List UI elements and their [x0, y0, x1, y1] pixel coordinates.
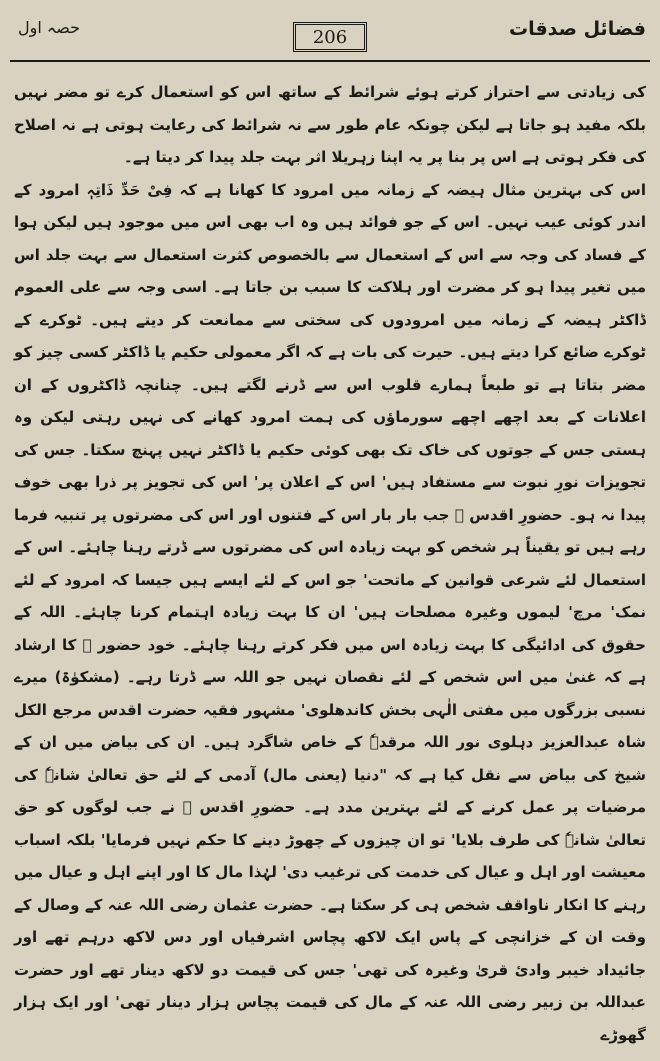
page-header — [10, 6, 650, 54]
part-label: حصہ اول — [18, 18, 81, 37]
paragraph-1: کی زیادتی سے احتراز کرتے ہوئے شرائط کے ساتھ اس کو استعمال کرے تو مضر نہیں بلکہ مفید ہو جاتا ہے لیکن چونکہ عام طور سے نہ شرائط کی رعایت ہوتی ہے نہ اصلاح کی فکر ہوتی ہے اس پر بنا پر یہ اپنا زہریلا اثر بہت جلد پیدا کر دیتا ہے۔ — [14, 83, 646, 166]
body-text — [10, 76, 650, 1051]
paragraph-2: اس کی بہترین مثال ہیضہ کے زمانہ میں امرود کا کھانا ہے کہ فِیْ حَدِّ ذَاتِہٖ امرود کے اندر کوئی عیب نہیں۔ اس کے جو فوائد ہیں وہ اب بھی اس میں موجود ہیں لیکن ہوا کے فساد کی وجہ سے اس کے استعمال سے بالخصوص کثرت استعمال سے بہت جلد اس میں تغیر پیدا ہو کر مضرت اور ہلاکت کا سبب بن جاتا ہے۔ اسی وجہ سے علی العموم ڈاکٹر ہیضہ کے زمانہ میں امرودوں کی سختی سے ممانعت کر دیتے ہیں۔ ٹوکرے کے ٹوکرے ضائع کرا دیتے ہیں۔ حیرت کی بات ہے کہ اگر معمولی حکیم یا ڈاکٹر کسی چیز کو مضر بتاتا ہے تو طبعاً ہمارے قلوب اس سے ڈرنے لگتے ہیں۔ چنانچہ ڈاکٹروں کے ان اعلانات کے بعد اچھے اچھے سورماؤں کی ہمت امرود کھانے کی نہیں رہتی لیکن وہ ہستی جس کے جوتوں کی خاک تک بھی کوئی حکیم یا ڈاکٹر نہیں پہنچ سکتا۔ جس کی تجویزات نورِ نبوت سے مستفاد ہیں' اس کے اعلان پر' اس کی تجویز پر ذرا بھی خوف پیدا نہ ہو۔ حضورِ اقدس ﷺ جب بار بار اس کے فتنوں اور اس کی مضرتوں پر تنبیہ فرما رہے ہیں تو یقیناً ہر شخص کو بہت زیادہ اس کی مضرتوں سے ڈرتے رہنا چاہئے۔ اس کے استعمال لئے شرعی قوانین کے ماتحت' جو اس کے لئے ایسے ہیں جیسا کہ امرود کے لئے نمک' مرچ' لیموں وغیرہ مصلحات ہیں' ان کا بہت زیادہ اہتمام کرنا چاہئے۔ اللہ کے حقوق کی ادائیگی کا بہت زیادہ اس میں فکر کرتے رہنا چاہئے۔ خود حضور ﷺ کا ارشاد ہے کہ غنیٰ میں اس شخص کے لئے نقصان نہیں جو اللہ سے ڈرتا رہے۔ (مشکوٰۃ) میرے نسبی بزرگوں میں مفتی الٰہی بخش کاندھلوی' مشہور فقیہ حضرت اقدس مرجع الکل شاہ عبدالعزیز دہلوی نور اللہ مرقدہٗ کے خاص شاگرد ہیں۔ ان کی بیاض میں ان کے شیخ کی بیاض سے نقل کیا ہے کہ "دنیا (یعنی مال) آدمی کے لئے حق تعالیٰ شانہٗ کی مرضیات پر عمل کرنے کے لئے بہترین مدد ہے۔ حضورِ اقدس ﷺ نے جب لوگوں کو حق تعالیٰ شانہٗ کی طرف بلایا' تو ان چیزوں کے چھوڑ دینے کا حکم نہیں فرمایا' بلکہ اسباب معیشت اور اہل و عیال کی خدمت کی ترغیب دی' لہٰذا مال کا اور اپنے اہل و عیال میں رہنے کا انکار ناواقف شخص ہی کر سکتا ہے۔ حضرت عثمان رضی اللہ عنہ کے وصال کے وقت ان کے خزانچی کے پاس ایک لاکھ پچاس اشرفیاں اور دس لاکھ درہم تھے اور جائیداد خیبر وادیٔ قریٰ وغیرہ کی تھی' جس کی قیمت دو لاکھ دینار تھے اور حضرت عبداللہ بن زبیر رضی اللہ عنہ کے مال کی قیمت پچاس ہزار دینار تھی' اور ایک ہزار گھوڑے — [14, 180, 646, 1044]
header-divider — [10, 60, 650, 62]
book-title: فضائل صدقات — [508, 18, 646, 40]
page-number: 206 — [293, 22, 367, 52]
